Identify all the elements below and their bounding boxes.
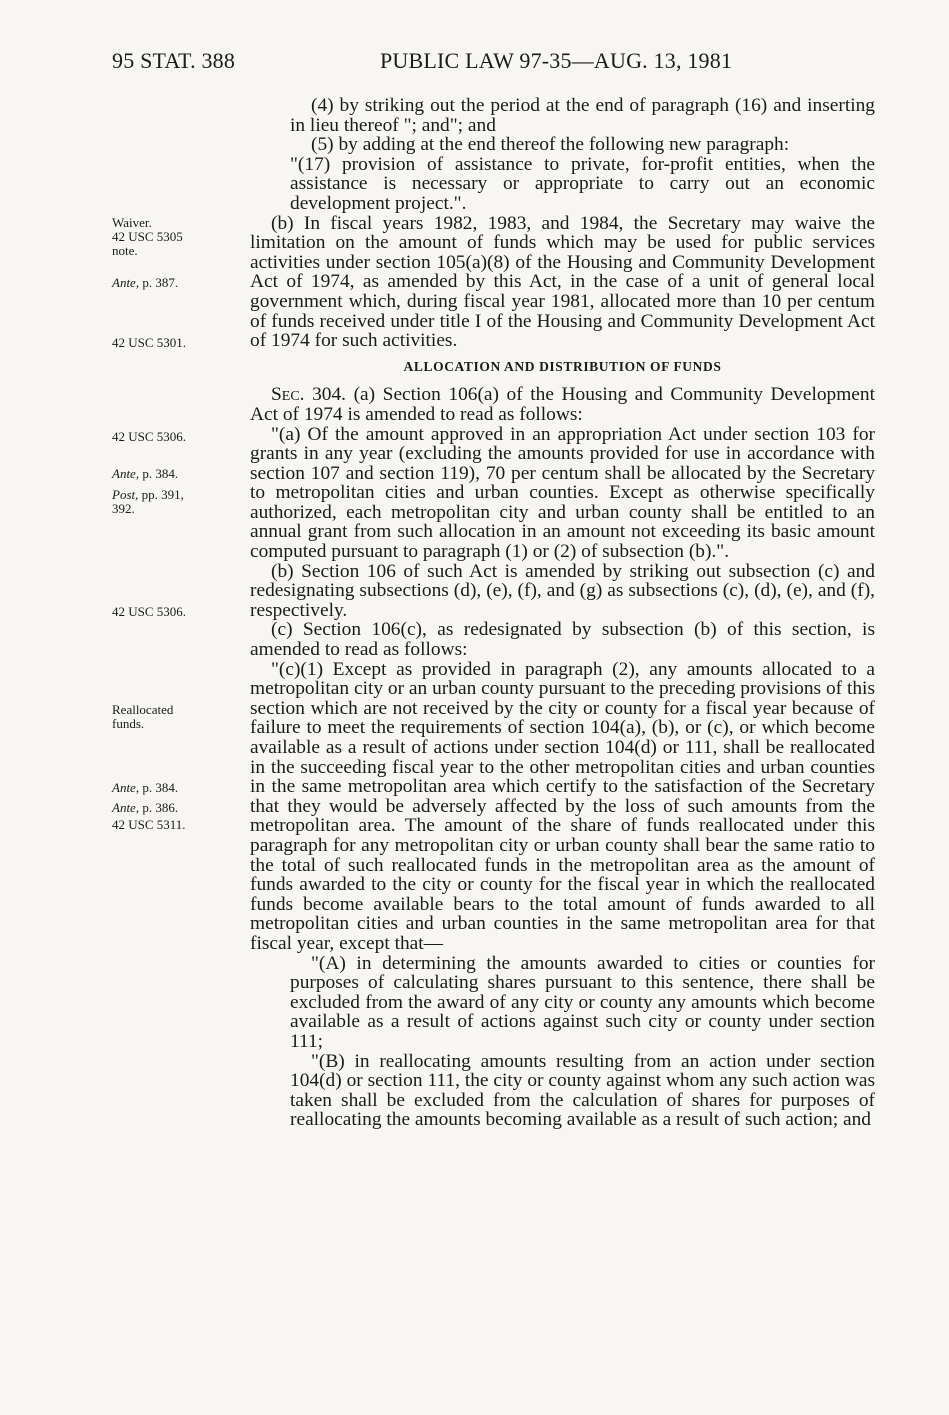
subsection-b-waiver: (b) In fiscal years 1982, 1983, and 1984, the Secretary may waive the limitation on the amount of funds which may be used for public services activities under section 105(a)(8) of the Housing and Community Development Act of 1974, as amended by this Act, in the case of a unit of general local government which, during fiscal year 1981, allocated more than 10 per centum of funds received under title I of the Housing and Community Development Act of 1974 for such activities. [250,212,875,352]
margin-note-ante-386: Ante, p. 386. [112,800,179,815]
margin-note-waiver: Waiver. 42 USC 5305 note. [112,215,183,258]
paragraph-4: (4) by striking out the period at the end of paragraph (16) and inserting in lieu thereof "; and"; and [290,95,875,136]
margin-note-ante-384-b: Ante, p. 384. [112,780,179,795]
margin-note-usc-5306: 42 USC 5306. [112,429,187,444]
subsection-b-106: (b) Section 106 of such Act is amended by striking out subsection (c) and redesignating subsections (d), (e), (f), and (g) as subsections (c), (d), (e), and (f), respectively. [250,560,875,621]
section-304-a: Sec. 304. (a) Section 106(a) of the Housing and Community Development Act of 1974 is amended to read as follows: [250,384,875,425]
section-heading: ALLOCATION AND DISTRIBUTION OF FUNDS [403,358,722,374]
statute-body [250,96,875,1130]
margin-note-ante-384: Ante, p. 384. [112,466,179,481]
margin-note-usc-5311: 42 USC 5311. [112,817,186,832]
paragraph-5: (5) by adding at the end thereof the following new paragraph: [311,134,790,156]
statute-page-number: 95 STAT. 388 [112,48,236,73]
section-label: Sec. [271,384,305,406]
quoted-106-a: "(a) Of the amount approved in an appropriation Act under section 103 for grants in any year (excluding the amounts provided for use in accordance with section 107 and section 119), 70 per centum shall be allocated by the Secretary to metropolitan cities and urban counties. Except as otherwise specifically authorized, each metropolitan city and urban county shall be entitled to an annual grant from such allocation in an amount not exceeding its basic amount computed pursuant to paragraph (1) or (2) of subsection (b).". [250,423,875,563]
public-law-title: PUBLIC LAW 97-35—AUG. 13, 1981 [380,48,733,73]
margin-note-ante-387: Ante, p. 387. [112,275,179,290]
subsection-c-106: (c) Section 106(c), as redesignated by subsection (b) of this section, is amended to read as follows: [250,619,875,661]
clause-a: "(A) in determining the amounts awarded to cities or counties for purposes of calculating shares pursuant to this sentence, there shall be excluded from the award of any city or county any amounts which become available as a result of actions against such city or county under section 111; [290,952,875,1052]
margin-note-reallocated: Reallocated funds. [112,702,174,731]
quoted-106-c-1: "(c)(1) Except as provided in paragraph (2), any amounts allocated to a metropolitan city or an urban county pursuant to the preceding provisions of this section which are not received by the city or county for a fiscal year because of failure to meet the requirements of section 104(a), (b), or (c), or which become available as a result of actions under section 104(d) or 111, shall be reallocated in the succeeding fiscal year to the other metropolitan cities and urban counties in the same metropolitan area which certify to the satisfaction of the Secretary that they would be adversely affected by the loss of such amounts from the metropolitan area. The amount of the share of funds reallocated under this paragraph for any metropolitan city or urban county shall bear the same ratio to the total of such reallocated funds in the metropolitan area as the amount of funds awarded to the city or county for the fiscal year in which the reallocated funds become available bears to the total amount of funds awarded to all metropolitan cities and urban counties in the same metropolitan area for that fiscal year, except that— [250,658,875,954]
margin-note-usc-5301: 42 USC 5301. [112,335,187,350]
paragraph-17-quote: "(17) provision of assistance to private, for-profit entities, when the assistance is necessary or appropriate to carry out an economic development project.". [290,153,875,214]
page-header [0,48,949,82]
margin-note-post-391: Post, pp. 391, 392. [112,487,184,516]
clause-b: "(B) in reallocating amounts resulting from an action under section 104(d) or section 111, the city or county against whom any such action was taken shall be excluded from the calculation of shares for purposes of reallocating the amounts becoming available as a result of such action; and [290,1050,875,1131]
margin-note-usc-5306-b: 42 USC 5306. [112,604,187,619]
